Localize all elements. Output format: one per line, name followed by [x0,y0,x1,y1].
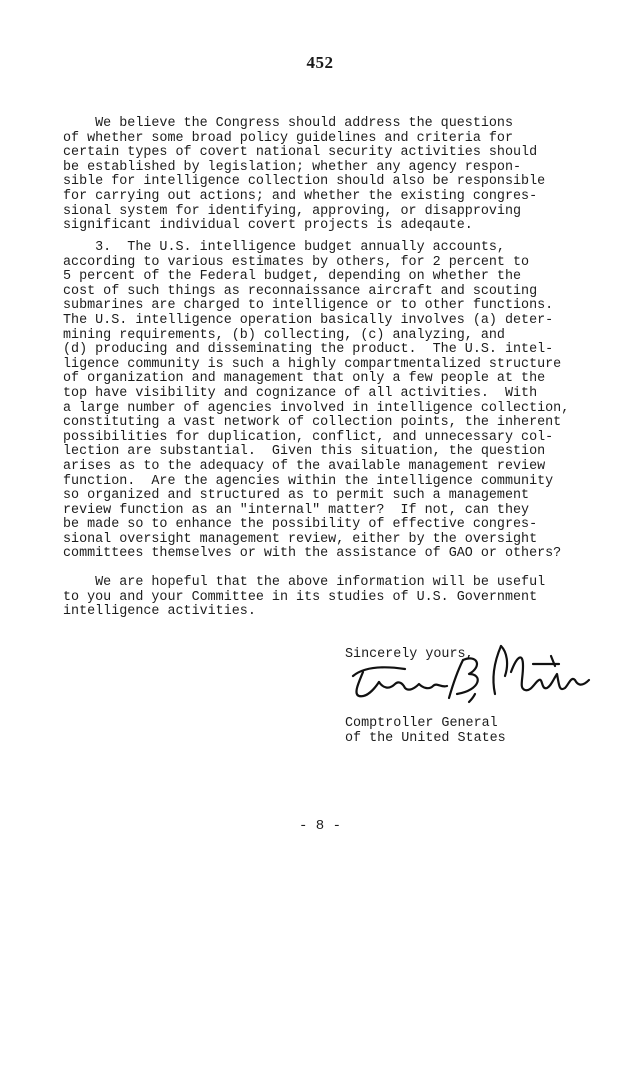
signer-title-line-2: of the United States [345,731,506,746]
signer-title-line-1: Comptroller General [345,716,498,731]
signer-title [345,716,506,746]
signature-block [345,636,605,706]
closing-salutation: Sincerely yours, [345,647,474,662]
handwritten-signature [345,636,605,706]
page-number: 452 [306,53,334,72]
paragraph-closing-remarks: We are hopeful that the above information will be useful to you and your Committee in its studies of U.S. Government intelligence activities. [63,575,546,620]
footer-page-label: - 8 - [298,818,341,834]
paragraph-legislation-questions: We believe the Congress should address the questions of whether some broad policy guidelines and criteria for certain types of covert national security activities should be established by legislation; whether any agency respon- sible for intelligence collection should also be responsible for carrying out actions; and whether the existing congres- sional system for identifying, approving, or disapproving significant individual covert projects is adeqaute. [63,116,546,234]
paragraph-intelligence-budget: 3. The U.S. intelligence budget annually accounts, according to various estimates by others, for 2 percent to 5 percent of the Federal budget, depending on whether the cost of such things as reconnaissance aircraft and scouting submarines are charged to intelligence or to other functions. The U.S. intelligence operation basically involves (a) deter- mining requirements, (b) collecting, (c) analyzing, and (d) producing and disseminating the product. The U.S. intel- ligence community is such a highly compartmentalized structure of organization and management that only a few people at the top have visibility and cognizance of all activities. With a large number of agencies involved in intelligence collection, constituting a vast network of collection points, the inherent possibilities for duplication, conflict, and unnecessary col- lection are substantial. Given this situation, the question arises as to the adequacy of the available management review function. Are the agencies within the intelligence community so organized and structured as to permit such a management review function as an "internal" matter? If not, can they be made so to enhance the possibility of effective congres- sional oversight management review, either by the oversight committees themselves or with the assistance of GAO or others? [63,240,570,562]
